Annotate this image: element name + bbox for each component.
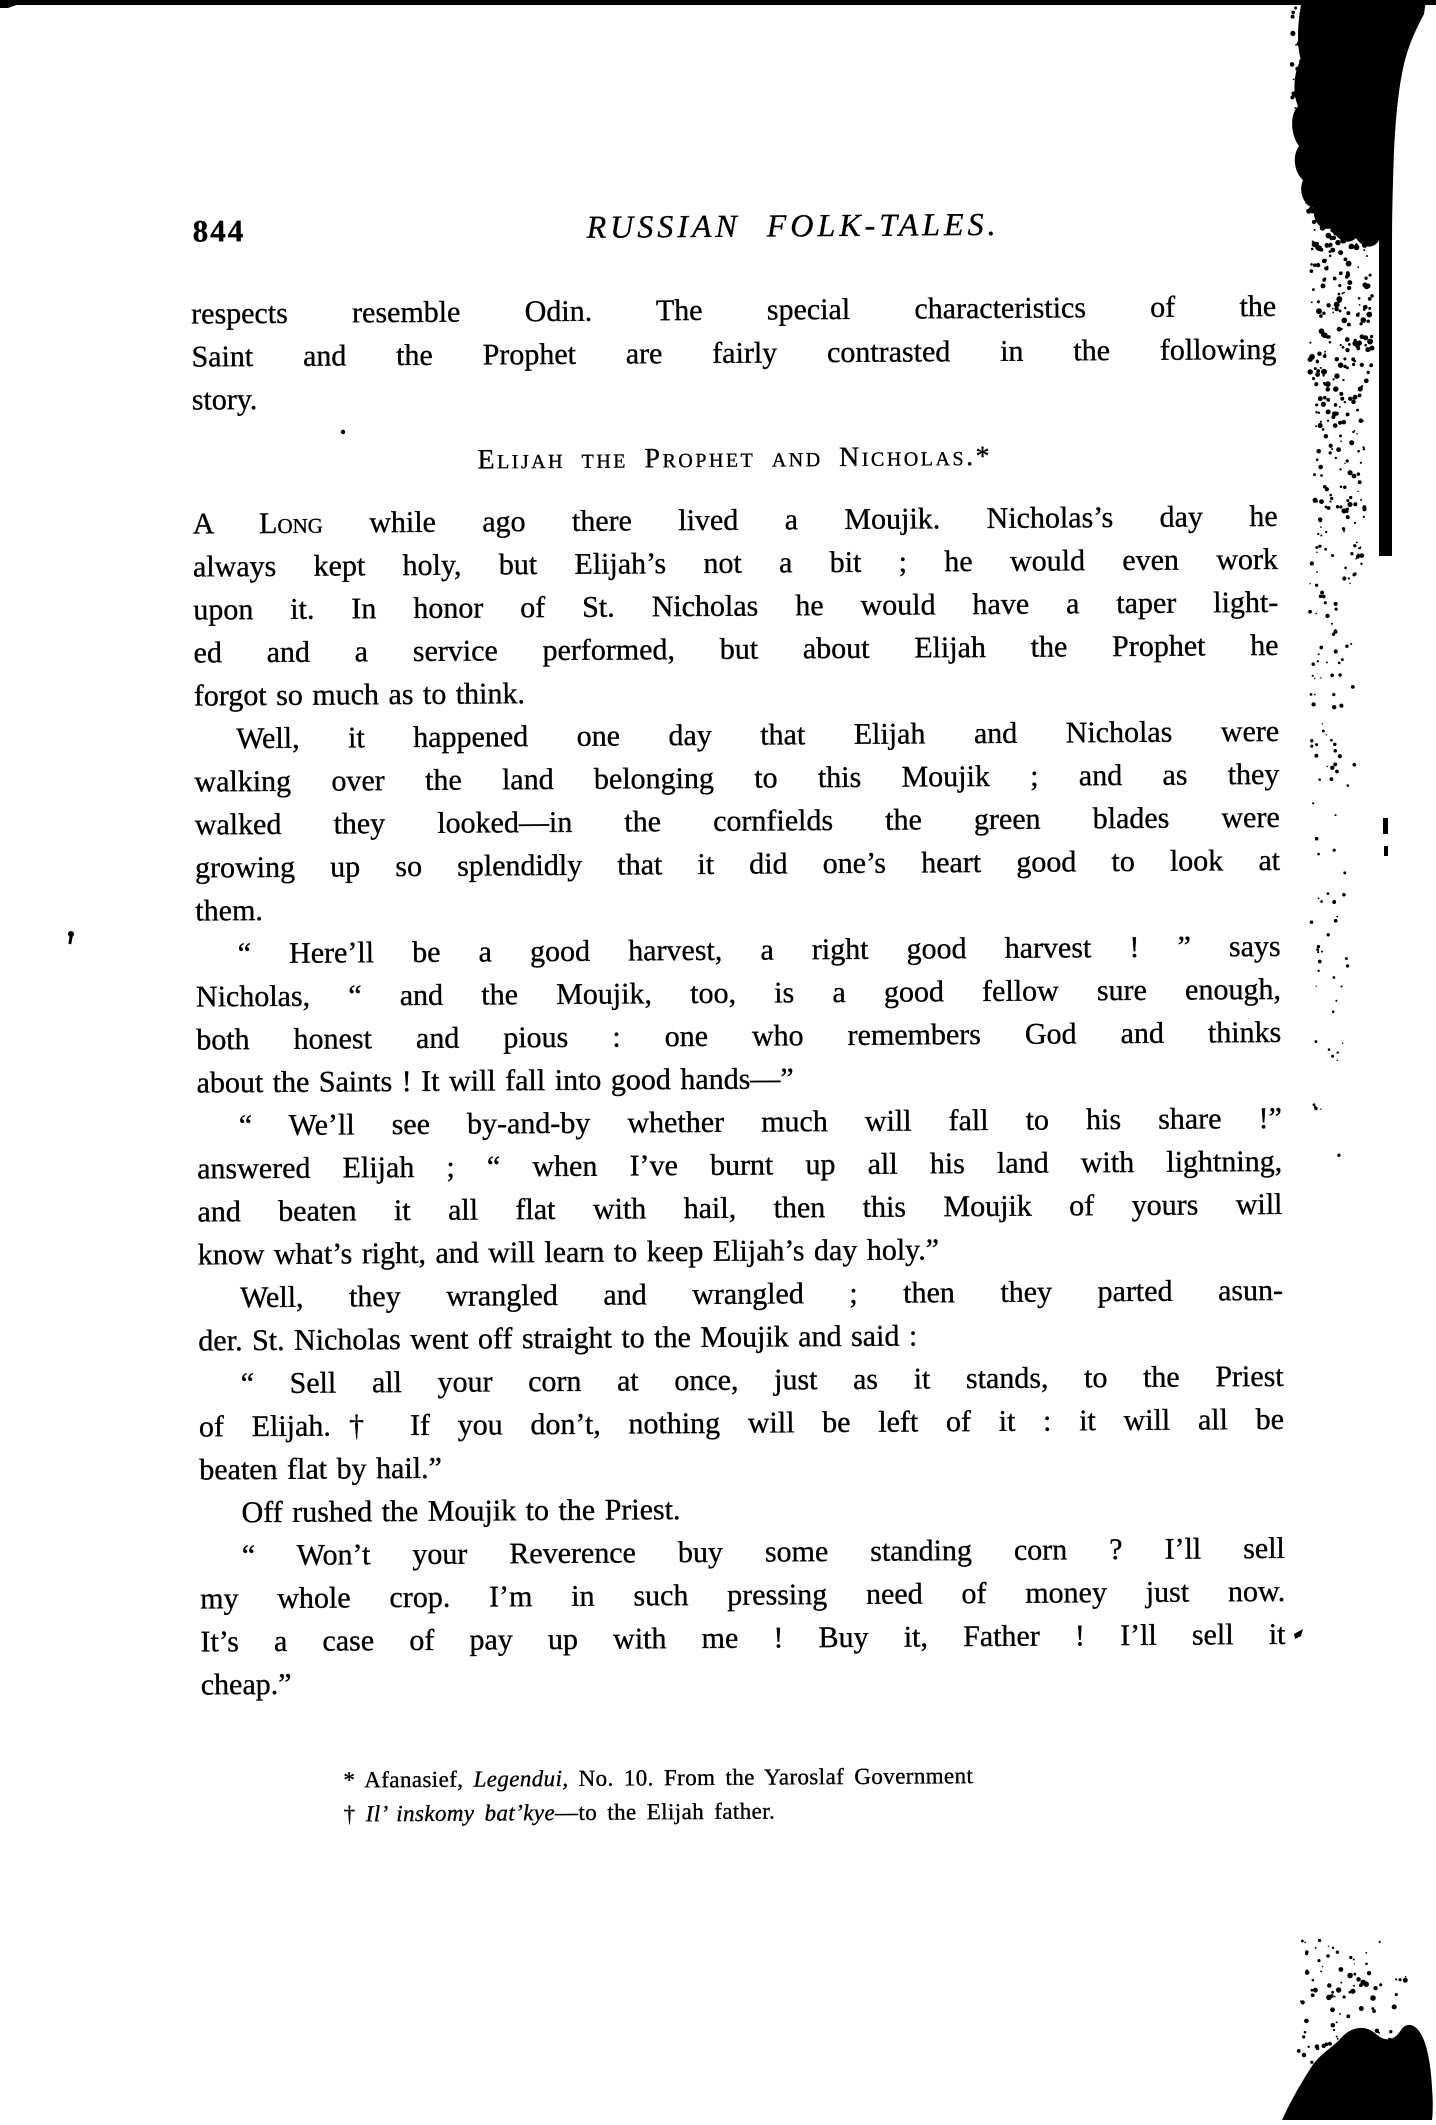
paragraph (344, 1792, 1204, 1832)
paragraph (197, 1097, 1283, 1277)
footnotes (343, 1758, 1203, 1832)
text-line: growing up so splendidly that it did one’s heart good to look at (194, 843, 1281, 885)
text-line: “ Here’ll be a good harvest, a right good harvest ! ” says (237, 929, 1281, 971)
text-line: walking over the land belonging to this Moujik ; and as they (194, 757, 1280, 799)
paragraph (198, 1269, 1284, 1363)
text-line: Off rushed the Moujik to the Priest. (241, 1493, 681, 1530)
story-body (193, 495, 1286, 1707)
text-line: “ Won’t your Reverence buy some standing corn ? I’ll sell (241, 1531, 1285, 1573)
text-line: forgot so much as to think. (193, 677, 526, 713)
text-line: about the Saints ! It will fall into good hands—” (196, 1062, 794, 1100)
text-line: upon it. In honor of St. Nicholas he would have a taper light- (193, 585, 1279, 627)
text-line: my whole crop. I’m in such pressing need of money just now. (200, 1574, 1286, 1616)
paragraph (199, 1355, 1285, 1492)
text-line: “ Sell all your corn at once, just as it stands, to the Priest (240, 1359, 1284, 1401)
paragraph (194, 710, 1280, 933)
text-line: answered Elijah ; “ when I’ve burnt up all his land with lightning, (197, 1144, 1283, 1186)
text-line: der. St. Nicholas went off straight to the Moujik and said : (198, 1319, 918, 1358)
story-title: Elijah the Prophet and Nicholas.* (477, 440, 993, 476)
intro-paragraph (191, 285, 1277, 422)
running-title: RUSSIAN FOLK-TALES. (586, 205, 1000, 245)
paragraph (200, 1527, 1286, 1707)
text-line: † Il’ inskomy bat’kye—to the Elijah father. (343, 1798, 776, 1827)
text-line: them. (195, 894, 263, 928)
text-line: walked they looked—in the cornfields the green blades were (194, 800, 1280, 842)
text-line: always kept holy, but Elijah’s not a bit ; he would even work (192, 542, 1279, 584)
text-line: Saint and the Prophet are fairly contrasted in the following (191, 332, 1277, 374)
text-line: * Afanasief, Legendui, No. 10. From the Yaroslaf Government (343, 1763, 974, 1793)
text-line: Well, they wrangled and wrangled ; then they parted asun- (239, 1273, 1284, 1315)
text-line: It’s a case of pay up with me ! Buy it, Father ! I’ll sell it (200, 1617, 1286, 1659)
text-line: Well, it happened one day that Elijah and Nicholas were (236, 714, 1280, 756)
text-line: ed and a service performed, but about Elijah the Prophet he (193, 628, 1279, 670)
text-line: and beaten it all flat with hail, then this Moujik of yours will (197, 1187, 1283, 1229)
text-line: both honest and pious : one who remembers God and thinks (196, 1015, 1282, 1057)
text-line: A Long while ago there lived a Moujik. Nicholas’s day he (192, 499, 1278, 541)
paragraph (191, 285, 1277, 422)
text-line: of Elijah.† If you don’t, nothing will be left of it : it will all be (198, 1402, 1285, 1444)
text-line: cheap.” (200, 1667, 292, 1702)
paragraph (196, 925, 1282, 1105)
page-header (190, 204, 1275, 256)
text-line: story. (191, 383, 258, 417)
paragraph (193, 495, 1279, 718)
paragraph (199, 1484, 1284, 1535)
text-line: respects resemble Odin. The special characteristics of the (191, 289, 1277, 331)
text-line: know what’s right, and will learn to keep Elijah’s day holy.” (197, 1233, 940, 1272)
text-line: beaten flat by hail.” (199, 1451, 442, 1487)
text-line: “ We’ll see by-and-by whether much will fall to his share !” (238, 1101, 1282, 1143)
page-number: 844 (192, 213, 246, 249)
text-line: Nicholas, “ and the Moujik, too, is a good fellow sure enough, (195, 972, 1282, 1014)
